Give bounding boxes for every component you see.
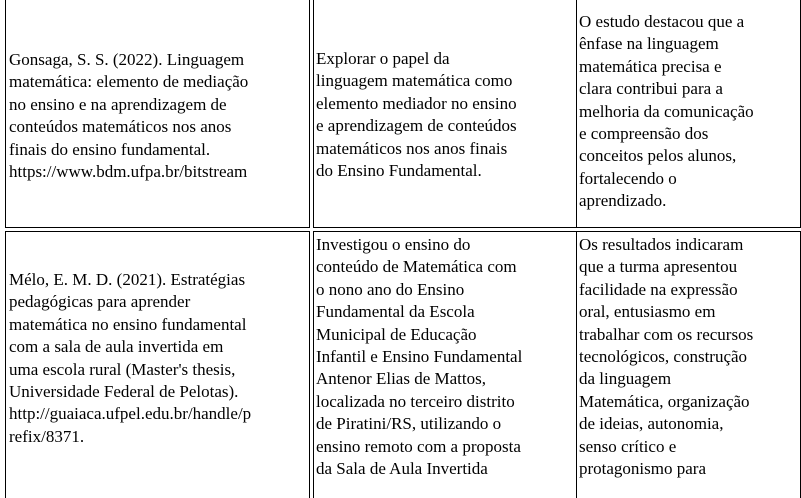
objective-text: Investigou o ensino do conteúdo de Matemática com o nono ano do Ensino Fundamental da Escola Municipal de Educação Infantil e Ensino Fundamental Antenor Elias de Mattos, localizada no terceiro distrito de Piratini/RS, utilizando o ensino remoto com a proposta da Sala de Aula Invertida	[316, 235, 523, 479]
column-divider	[313, 0, 314, 228]
table-row-2-objective-cell	[313, 231, 576, 498]
row-divider	[313, 231, 801, 232]
results-text: Os resultados indicaram que a turma apresentou facilidade na expressão oral, entusiasmo em trabalhar com os recursos tecnológicos, construção da linguagem Matemática, organização de ideias, autonomia, senso crítico e protagonismo para	[579, 235, 754, 479]
column-divider	[576, 231, 577, 498]
table-row-2-results-cell	[577, 231, 801, 498]
objective-text: Explorar o papel da linguagem matemática como elemento mediador no ensino e aprendizagem de conteúdos matemáticos nos anos finais do Ensino Fundamental.	[316, 49, 517, 181]
table-row-1-objective-cell	[313, 0, 576, 228]
reference-text: Mélo, E. M. D. (2021). Estratégias pedagógicas para aprender matemática no ensino fundamental com a sala de aula invertida em uma escola rural (Master's thesis, Universidade Federal de Pelotas). http://guaiaca.ufpel.edu.br/handle/p refix/8371.	[9, 270, 252, 446]
results-text: O estudo destacou que a ênfase na linguagem matemática precisa e clara contribui para a melhoria da comunicação e compreensão dos conceitos pelos alunos, fortalecendo o aprendizado.	[579, 12, 754, 211]
column-divider	[576, 0, 577, 228]
table-row-2-reference-cell	[5, 231, 310, 498]
reference-text: Gonsaga, S. S. (2022). Linguagem matemática: elemento de mediação no ensino e na aprendizagem de conteúdos matemáticos nos anos finais do ensino fundamental. https://www.bdm.ufpa.br/bitstream	[9, 50, 249, 182]
column-divider	[313, 231, 314, 498]
table-row-1-results-cell	[577, 0, 801, 228]
row-divider	[313, 227, 801, 228]
table-row-1-reference-cell	[5, 0, 310, 228]
